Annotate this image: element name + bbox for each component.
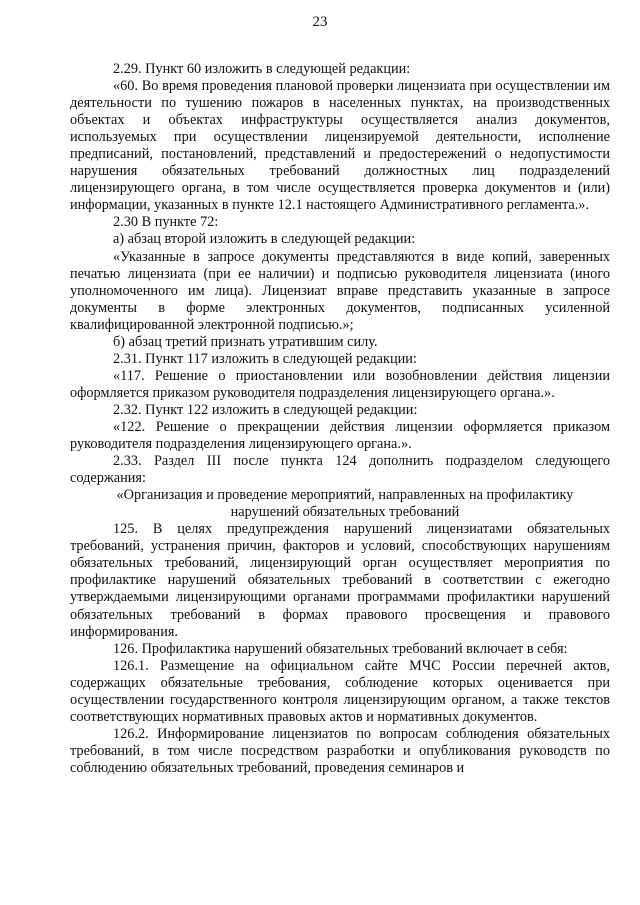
paragraph-126-2: 126.2. Информирование лицензиатов по вопросам соблюдения обязательных требований, в том числе посредством разработки и опубликования руководств по соблюдению обязательных требований, проведения семинаров и [70,725,610,776]
paragraph-2-29: 2.29. Пункт 60 изложить в следующей редакции: [113,61,411,77]
paragraph-126: 126. Профилактика нарушений обязательных требований включает в себя: [113,640,568,657]
paragraph-documents-quote: «Указанные в запросе документы представляются в виде копий, заверенных печатью лицензиата (при ее наличии) и подписью руководителя лицензиата (иного уполномоченного им лица). Лицензиат вправе представить указанные в запросе документы в форме электронных документов, подписанных усиленной квалифицированной электронной подписью.»; [70,248,610,333]
paragraph-117: «117. Решение о приостановлении или возобновлении действия лицензии оформляется приказом руководителя подразделения лицензирующего органа.». [70,367,610,401]
paragraph-2-30: 2.30 В пункте 72: [113,214,219,231]
paragraph-2-31: 2.31. Пункт 117 изложить в следующей редакции: [113,350,417,367]
paragraph-125: 125. В целях предупреждения нарушений лицензиатами обязательных требований, устранения причин, факторов и условий, способствующих нарушениям обязательных требований, лицензирующий орган осуществляет мероприятия по профилактике нарушений обязательных требований в соответствии с ежегодно утверждаемыми лицензирующими органами программами профилактики нарушений обязательных требований в формах правового просвещения и правового информирования. [70,521,610,640]
document-body [70,61,610,777]
paragraph-122: «122. Решение о прекращении действия лицензии оформляется приказом руководителя подразделения лицензирующего органа.». [70,418,610,453]
paragraph-2-30-a: а) абзац второй изложить в следующей редакции: [113,231,416,248]
subsection-heading [70,487,610,521]
paragraph-2-32: 2.32. Пункт 122 изложить в следующей редакции: [113,401,418,418]
paragraph-126-1: 126.1. Размещение на официальном сайте МЧС России перечней актов, содержащих обязательные требования, соблюдение которых оценивается при осуществлении государственного контроля лицензирующим органом, а также текстов соответствующих нормативных правовых актов и нормативных документов. [70,657,610,725]
paragraph-60: «60. Во время проведения плановой проверки лицензиата при осуществлении им деятельности по тушению пожаров в населенных пунктах, на производственных объектах и объектах инфраструктуры осуществляется анализ документов, используемых при осуществлении лицензируемой деятельности, исполнение предписаний, постановлений, представлений и предостережений о недопустимости нарушения обязательных требований должностных лиц подразделений лицензирующего органа, в том числе осуществляется проверка документов и (или) информации, указанных в пункте 12.1 настоящего Административного регламента.». [70,78,610,214]
page-number: 23 [312,14,328,30]
subsection-heading-line1: «Организация и проведение мероприятий, направленных на профилактику [116,487,574,504]
subsection-heading-line2: нарушений обязательных требований [230,504,460,521]
paragraph-2-30-b: б) абзац третий признать утратившим силу. [113,333,378,350]
paragraph-2-33: 2.33. Раздел III после пункта 124 дополнить подразделом следующего содержания: [70,453,610,487]
